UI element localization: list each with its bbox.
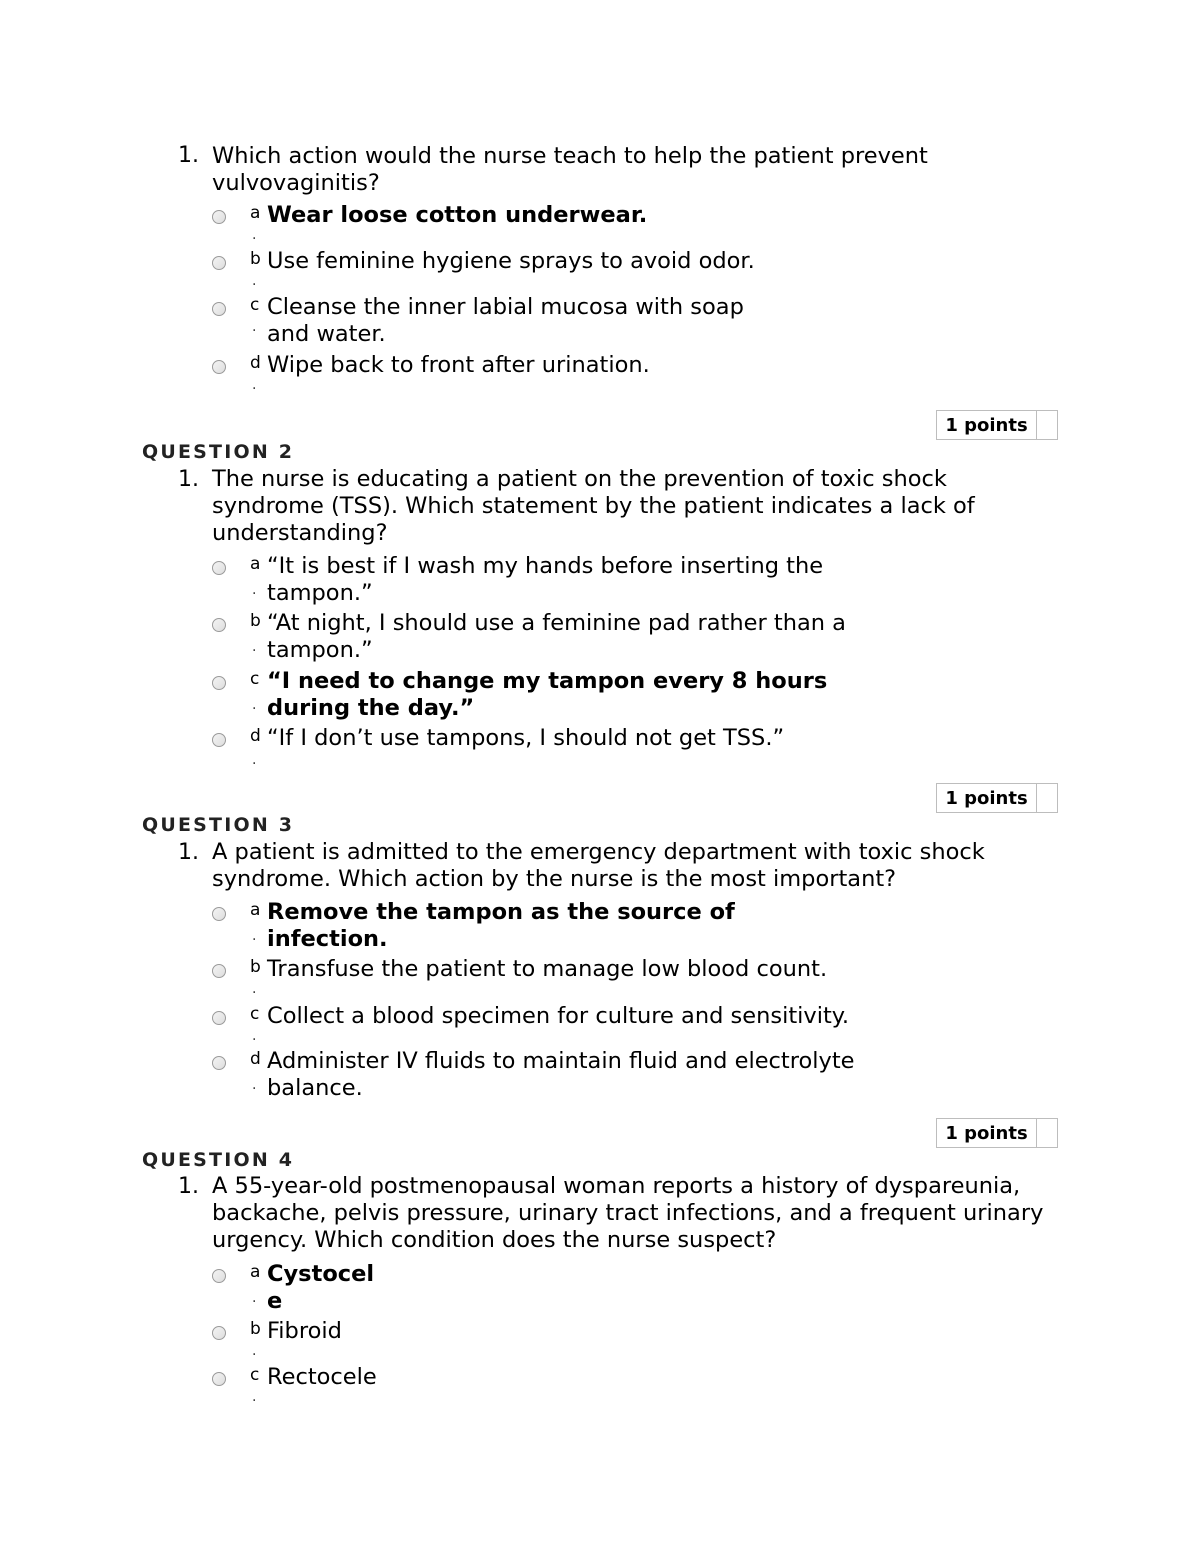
radio-button[interactable] xyxy=(212,1056,226,1070)
option-text: Collect a blood specimen for culture and sensitivity. xyxy=(267,1003,850,1029)
option-letter: c xyxy=(250,1004,260,1024)
bullet-dot: · xyxy=(252,1081,257,1097)
bullet-dot: · xyxy=(252,932,257,948)
question-number: 1. xyxy=(178,143,199,168)
option-text: “At night, I should use a feminine pad rather than a tampon.” xyxy=(267,610,846,663)
option-letter: b xyxy=(250,249,261,269)
radio-button[interactable] xyxy=(212,1326,226,1340)
bullet-dot: · xyxy=(252,277,257,293)
option-text: Administer IV fluids to maintain fluid and electrolyte balance. xyxy=(267,1048,855,1101)
bullet-dot: · xyxy=(252,586,257,602)
option-text: “I need to change my tampon every 8 hours during the day.” xyxy=(267,668,828,721)
radio-button[interactable] xyxy=(212,618,226,632)
option-text: Fibroid xyxy=(267,1318,342,1344)
radio-button[interactable] xyxy=(212,964,226,978)
option-text: Wear loose cotton underwear. xyxy=(267,202,648,228)
points-value: 1 points xyxy=(937,784,1037,812)
option-letter: a xyxy=(250,900,261,920)
radio-button[interactable] xyxy=(212,256,226,270)
radio-button[interactable] xyxy=(212,1011,226,1025)
radio-button[interactable] xyxy=(212,907,226,921)
bullet-dot: · xyxy=(252,323,257,339)
bullet-dot: · xyxy=(252,756,257,772)
option-text: Remove the tampon as the source of infection. xyxy=(267,899,735,952)
option-letter: b xyxy=(250,1319,261,1339)
option-text: Cystocele xyxy=(267,1261,375,1314)
option-text: “It is best if I wash my hands before inserting the tampon.” xyxy=(267,553,824,606)
option-letter: c xyxy=(250,295,260,315)
bullet-dot: · xyxy=(252,1294,257,1310)
option-text: Use feminine hygiene sprays to avoid odor. xyxy=(267,248,755,274)
radio-button[interactable] xyxy=(212,360,226,374)
points-box xyxy=(936,783,1058,813)
question-text: A patient is admitted to the emergency department with toxic shock syndrome. Which action by the nurse is the most important? xyxy=(212,839,985,892)
radio-button[interactable] xyxy=(212,561,226,575)
radio-button[interactable] xyxy=(212,733,226,747)
option-letter: a xyxy=(250,554,261,574)
option-text: Wipe back to front after urination. xyxy=(267,352,650,378)
option-text: Rectocele xyxy=(267,1364,377,1390)
question-number: 1. xyxy=(178,840,199,865)
option-letter: c xyxy=(250,669,260,689)
bullet-dot: · xyxy=(252,1393,257,1409)
option-letter: b xyxy=(250,611,261,631)
question-number: 1. xyxy=(178,467,199,492)
points-box xyxy=(936,1118,1058,1148)
question-text: The nurse is educating a patient on the prevention of toxic shock syndrome (TSS). Which statement by the patient indicates a lack of understanding? xyxy=(212,466,975,546)
bullet-dot: · xyxy=(252,985,257,1001)
points-value: 1 points xyxy=(937,1119,1037,1147)
option-letter: d xyxy=(250,726,261,746)
option-letter: a xyxy=(250,1262,261,1282)
option-text: “If I don’t use tampons, I should not get TSS.” xyxy=(267,725,785,751)
radio-button[interactable] xyxy=(212,210,226,224)
question-heading: QUESTION 3 xyxy=(142,814,295,836)
bullet-dot: · xyxy=(252,643,257,659)
option-text: Transfuse the patient to manage low blood count. xyxy=(267,956,828,982)
question-number: 1. xyxy=(178,1174,199,1199)
points-blank xyxy=(1037,784,1057,812)
points-box xyxy=(936,410,1058,440)
option-letter: d xyxy=(250,353,261,373)
option-text: Cleanse the inner labial mucosa with soap and water. xyxy=(267,294,744,347)
radio-button[interactable] xyxy=(212,1372,226,1386)
question-text: Which action would the nurse teach to help the patient prevent vulvovaginitis? xyxy=(212,143,928,196)
question-text: A 55-year-old postmenopausal woman reports a history of dyspareunia, backache, pelvis pressure, urinary tract infections, and a frequent urinary urgency. Which condition does the nurse suspect? xyxy=(212,1173,1044,1253)
question-heading: QUESTION 4 xyxy=(142,1149,295,1171)
option-letter: c xyxy=(250,1365,260,1385)
radio-button[interactable] xyxy=(212,1269,226,1283)
option-letter: d xyxy=(250,1049,261,1069)
radio-button[interactable] xyxy=(212,302,226,316)
bullet-dot: · xyxy=(252,1347,257,1363)
bullet-dot: · xyxy=(252,701,257,717)
points-blank xyxy=(1037,411,1057,439)
question-heading: QUESTION 2 xyxy=(142,441,295,463)
points-blank xyxy=(1037,1119,1057,1147)
option-letter: a xyxy=(250,203,261,223)
bullet-dot: · xyxy=(252,231,257,247)
radio-button[interactable] xyxy=(212,676,226,690)
points-value: 1 points xyxy=(937,411,1037,439)
bullet-dot: · xyxy=(252,381,257,397)
bullet-dot: · xyxy=(252,1032,257,1048)
option-letter: b xyxy=(250,957,261,977)
